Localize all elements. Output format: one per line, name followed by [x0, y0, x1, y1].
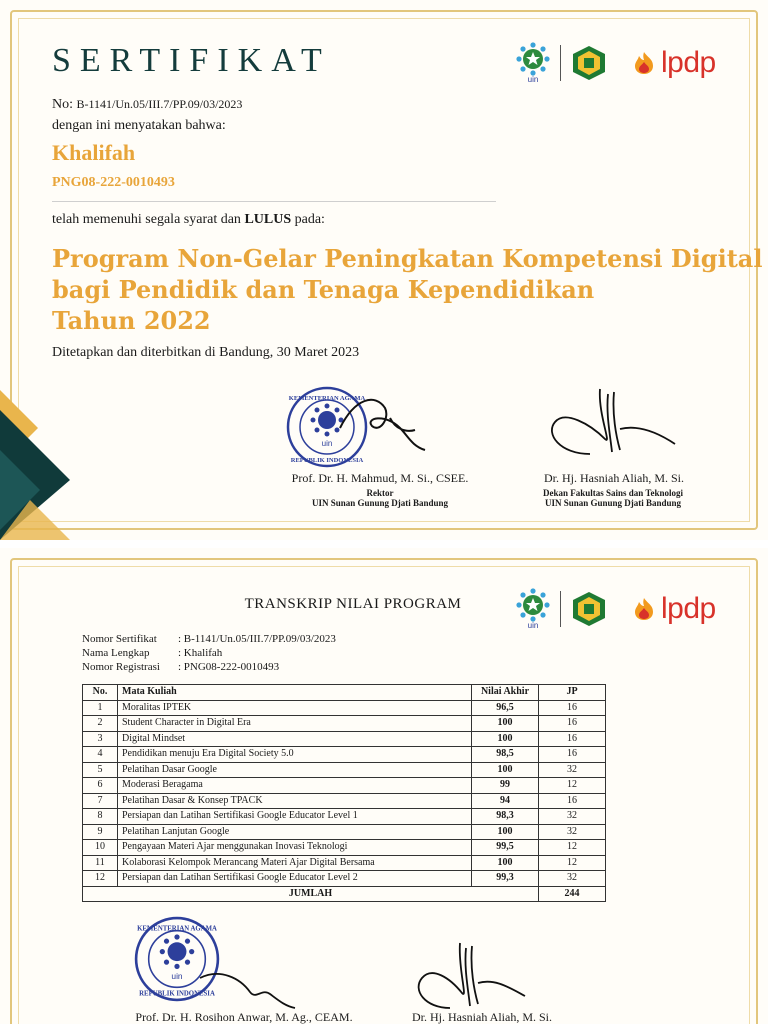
cell-jp: 32	[539, 824, 606, 840]
logo-spacer	[617, 45, 621, 81]
corner-decoration-icon	[0, 390, 80, 540]
seal-top-text: KEMENTERIAN AGAMA	[288, 395, 366, 402]
logo-separator	[560, 591, 561, 627]
cell-course: Pengayaan Materi Ajar menggunakan Inovasi Teknologi	[118, 840, 472, 856]
cell-no: 5	[83, 762, 118, 778]
cell-grade: 98,3	[472, 809, 539, 825]
table-row	[83, 855, 606, 871]
grades-table	[82, 684, 606, 902]
recipient-name: Khalifah	[52, 140, 136, 165]
table-row	[83, 840, 606, 856]
cell-course: Digital Mindset	[118, 731, 472, 747]
info-label: Nomor Registrasi	[82, 661, 160, 673]
issued-text: Ditetapkan dan diterbitkan di Bandung, 30 Maret 2023	[52, 345, 360, 360]
signer-2-role-line: UIN Sunan Gunung Djati Bandung	[544, 498, 682, 508]
cell-no: 1	[83, 700, 118, 716]
table-row	[83, 700, 606, 716]
divider	[52, 201, 496, 202]
statement-text: dengan ini menyatakan bahwa:	[52, 118, 226, 133]
uin-logo	[516, 42, 550, 84]
table-row	[83, 871, 606, 887]
cell-jp: 16	[539, 793, 606, 809]
signature-3-icon	[190, 948, 300, 1012]
uin-star-icon	[516, 42, 550, 76]
cell-no: 12	[83, 871, 118, 887]
kemenag-emblem-icon	[571, 591, 607, 627]
cell-no: 9	[83, 824, 118, 840]
cell-course: Pelatihan Lanjutan Google	[118, 824, 472, 840]
signer-2-role	[520, 488, 706, 508]
lpdp-logo-text: lpdp	[661, 592, 716, 625]
uin-logo-text: uin	[527, 621, 539, 630]
signer-1-name: Prof. Dr. H. Mahmud, M. Si., CSEE.	[291, 471, 469, 485]
seal-top-text: KEMENTERIAN AGAMA	[137, 925, 217, 933]
header-no: No.	[83, 685, 118, 701]
info-label: Nama Lengkap	[82, 647, 150, 659]
lpdp-flame-icon	[631, 50, 657, 76]
transcript-logo-row	[516, 588, 716, 630]
transcript-title: TRANSKRIP NILAI PROGRAM	[244, 596, 462, 612]
cell-no: 2	[83, 716, 118, 732]
cell-no: 8	[83, 809, 118, 825]
cell-jp: 32	[539, 762, 606, 778]
logo-row	[516, 42, 716, 84]
program-title	[52, 243, 763, 336]
cell-course: Kolaborasi Kelompok Merancang Materi Ajar Digital Bersama	[118, 855, 472, 871]
logo-separator	[560, 45, 561, 81]
cell-jp: 16	[539, 700, 606, 716]
cell-no: 3	[83, 731, 118, 747]
grades-table-body	[83, 700, 606, 902]
certificate-number	[52, 97, 242, 113]
program-title-line: bagi Pendidik dan Tenaga Kependidikan	[52, 275, 595, 304]
lpdp-logo	[631, 592, 716, 626]
signer-2-role-line: Dekan Fakultas Sains dan Teknologi	[542, 488, 684, 498]
cell-jp: 12	[539, 840, 606, 856]
cell-jp: 16	[539, 716, 606, 732]
kemenag-emblem-icon	[571, 45, 607, 81]
lpdp-logo-text: lpdp	[661, 46, 716, 79]
cell-grade: 99	[472, 778, 539, 794]
table-row	[83, 731, 606, 747]
signer-1-role	[284, 488, 476, 508]
certificate-number-label: No:	[52, 97, 73, 112]
cell-no: 7	[83, 793, 118, 809]
cell-grade: 99,3	[472, 871, 539, 887]
cell-jp: 12	[539, 855, 606, 871]
table-row	[83, 793, 606, 809]
passed-text-post: pada:	[291, 212, 325, 227]
signer-2-name: Dr. Hj. Hasniah Aliah, M. Si.	[544, 471, 684, 485]
cell-course: Persiapan dan Latihan Sertifikasi Google Educator Level 1	[118, 809, 472, 825]
cell-course: Student Character in Digital Era	[118, 716, 472, 732]
registration-number: PNG08-222-0010493	[52, 175, 175, 190]
uin-logo	[516, 588, 550, 630]
cell-no: 11	[83, 855, 118, 871]
table-row	[83, 747, 606, 763]
cell-course: Moderasi Beragama	[118, 778, 472, 794]
cell-grade: 100	[472, 824, 539, 840]
table-total-row	[83, 886, 606, 902]
table-row	[83, 809, 606, 825]
signer-1-role-line: UIN Sunan Gunung Djati Bandung	[311, 498, 449, 508]
cell-jp: 12	[539, 778, 606, 794]
transcript-signer-1-name: Prof. Dr. H. Rosihon Anwar, M. Ag., CEAM.	[135, 1010, 353, 1024]
seal-center-text: uin	[171, 970, 183, 981]
header-jp: JP	[539, 685, 606, 701]
transcript-signer-2-name: Dr. Hj. Hasniah Aliah, M. Si.	[412, 1010, 552, 1024]
cell-grade: 96,5	[472, 700, 539, 716]
cell-grade: 98,5	[472, 747, 539, 763]
transcript-info	[82, 632, 336, 674]
lpdp-logo	[631, 46, 716, 80]
transcript-page	[0, 548, 768, 1024]
table-header-row	[83, 685, 606, 701]
logo-spacer	[617, 591, 621, 627]
cell-grade: 100	[472, 731, 539, 747]
info-value: : B-1141/Un.05/III.7/PP.09/03/2023	[178, 633, 336, 645]
info-row	[82, 632, 336, 646]
lpdp-flame-icon	[631, 596, 657, 622]
cell-grade: 100	[472, 855, 539, 871]
cell-grade: 100	[472, 716, 539, 732]
table-row	[83, 762, 606, 778]
seal-bottom-text: REPUBLIK INDONESIA	[139, 990, 215, 998]
seal-bottom-text: REPUBLIK INDONESIA	[290, 457, 364, 464]
cell-course: Moralitas IPTEK	[118, 700, 472, 716]
cell-course: Pelatihan Dasar Google	[118, 762, 472, 778]
table-row	[83, 824, 606, 840]
cell-no: 10	[83, 840, 118, 856]
passed-text-bold: LULUS	[244, 212, 292, 227]
certificate-title: SERTIFIKAT	[52, 42, 331, 79]
info-value: : Khalifah	[178, 647, 223, 659]
program-title-line: Tahun 2022	[52, 306, 211, 335]
cell-jp: 16	[539, 747, 606, 763]
signer-1-role-line: Rektor	[366, 488, 394, 498]
cell-no: 4	[83, 747, 118, 763]
header-grade: Nilai Akhir	[472, 685, 539, 701]
cell-course: Pendidikan menuju Era Digital Society 5.0	[118, 747, 472, 763]
cell-course: Persiapan dan Latihan Sertifikasi Google Educator Level 2	[118, 871, 472, 887]
program-title-line: Program Non-Gelar Peningkatan Kompetensi Digital	[52, 244, 763, 273]
header-course: Mata Kuliah	[118, 685, 472, 701]
cell-grade: 99,5	[472, 840, 539, 856]
passed-text	[52, 212, 325, 228]
table-row	[83, 716, 606, 732]
info-row	[82, 646, 336, 660]
info-label: Nomor Sertifikat	[82, 633, 157, 645]
cell-jp: 16	[539, 731, 606, 747]
page-gap	[0, 540, 768, 548]
uin-logo-text: uin	[527, 75, 539, 84]
signature-4-icon	[410, 938, 530, 1014]
uin-star-icon	[516, 588, 550, 622]
total-jp: 244	[539, 886, 606, 902]
cell-no: 6	[83, 778, 118, 794]
signature-1-icon	[330, 388, 430, 458]
table-row	[83, 778, 606, 794]
info-row	[82, 660, 336, 674]
passed-text-pre: telah memenuhi segala syarat dan	[52, 212, 245, 227]
info-value: : PNG08-222-0010493	[178, 661, 280, 673]
cell-course: Pelatihan Dasar & Konsep TPACK	[118, 793, 472, 809]
total-label: JUMLAH	[83, 886, 539, 902]
signature-2-icon	[540, 384, 690, 464]
certificate-number-value: B-1141/Un.05/III.7/PP.09/03/2023	[76, 97, 243, 111]
seal-center-text: uin	[321, 439, 333, 448]
cell-jp: 32	[539, 871, 606, 887]
cell-grade: 94	[472, 793, 539, 809]
cell-grade: 100	[472, 762, 539, 778]
cell-jp: 32	[539, 809, 606, 825]
